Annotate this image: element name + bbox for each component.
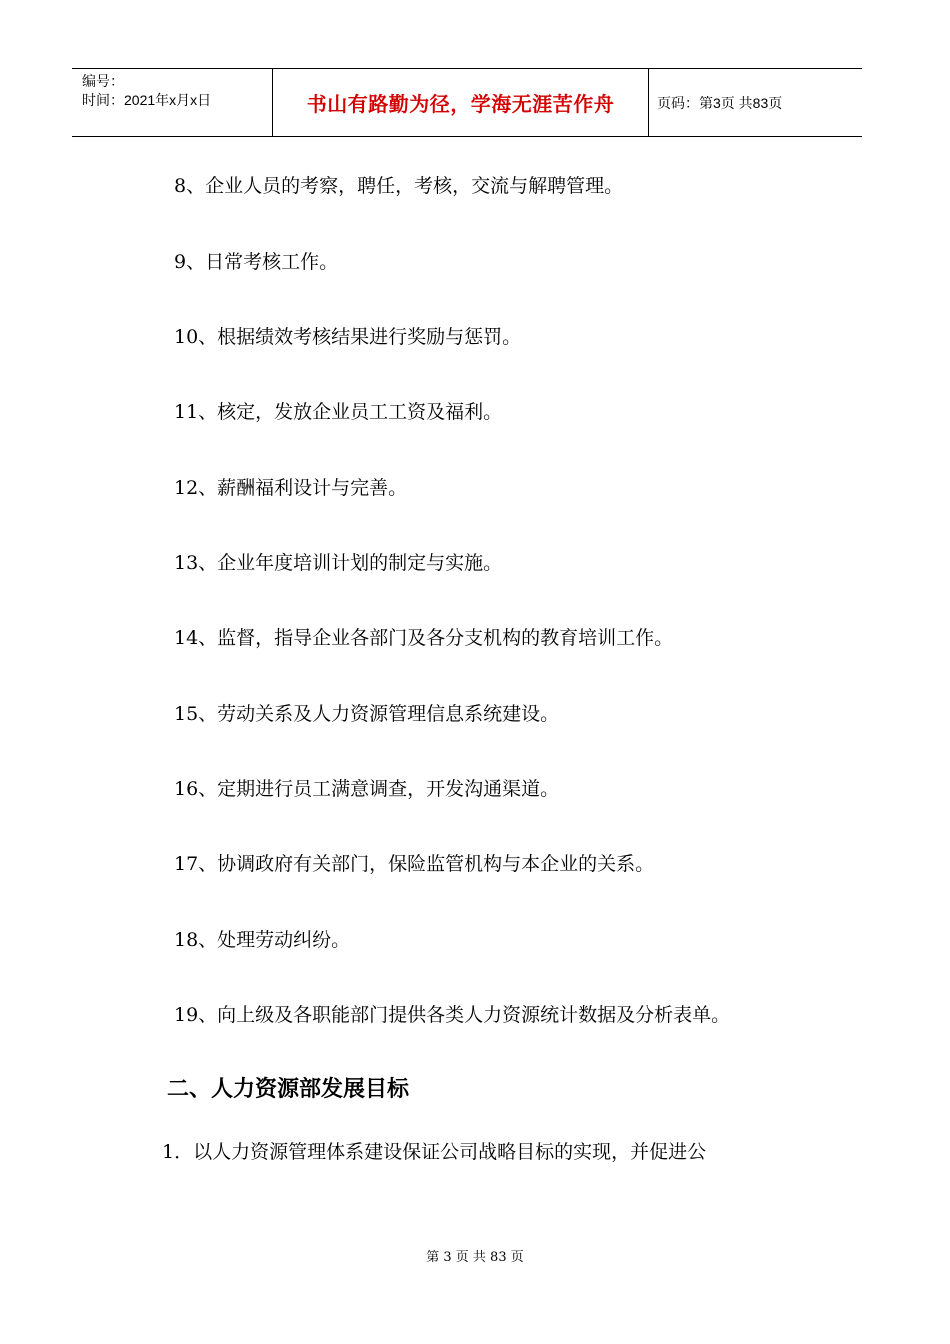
list-item: 11、核定，发放企业员工工资及福利。 xyxy=(174,401,503,423)
header-motto-cell xyxy=(273,69,649,136)
list-item: 12、薪酬福利设计与完善。 xyxy=(174,477,408,499)
body-paragraph: 1．以人力资源管理体系建设保证公司战略目标的实现，并促进公 xyxy=(162,1141,707,1163)
list-item: 9、日常考核工作。 xyxy=(174,251,339,273)
motto-text: 书山有路勤为径，学海无涯苦作舟 xyxy=(306,92,615,116)
header-meta xyxy=(72,69,273,136)
page-info: 页码：第3页 共83页 xyxy=(657,94,783,111)
list-item: 15、劳动关系及人力资源管理信息系统建设。 xyxy=(174,703,560,725)
page-footer: 第 3 页 共 83 页 xyxy=(426,1250,524,1265)
list-item: 10、根据绩效考核结果进行奖励与惩罚。 xyxy=(174,326,522,348)
list-item: 14、监督，指导企业各部门及各分支机构的教育培训工作。 xyxy=(174,627,674,649)
list-item: 17、协调政府有关部门，保险监管机构与本企业的关系。 xyxy=(174,853,655,875)
header-page-info-cell xyxy=(649,69,862,136)
time-label: 时间：2021年x月x日 xyxy=(82,92,212,108)
section-heading: 二、人力资源部发展目标 xyxy=(167,1077,410,1102)
list-item: 16、定期进行员工满意调查，开发沟通渠道。 xyxy=(174,778,560,800)
list-item: 13、企业年度培训计划的制定与实施。 xyxy=(174,552,503,574)
list-item: 19、向上级及各职能部门提供各类人力资源统计数据及分析表单。 xyxy=(174,1004,731,1026)
list-item: 8、企业人员的考察，聘任，考核，交流与解聘管理。 xyxy=(174,175,624,197)
list-item: 18、处理劳动纠纷。 xyxy=(174,929,351,951)
page-header xyxy=(72,68,862,137)
number-label: 编号： xyxy=(82,73,124,89)
